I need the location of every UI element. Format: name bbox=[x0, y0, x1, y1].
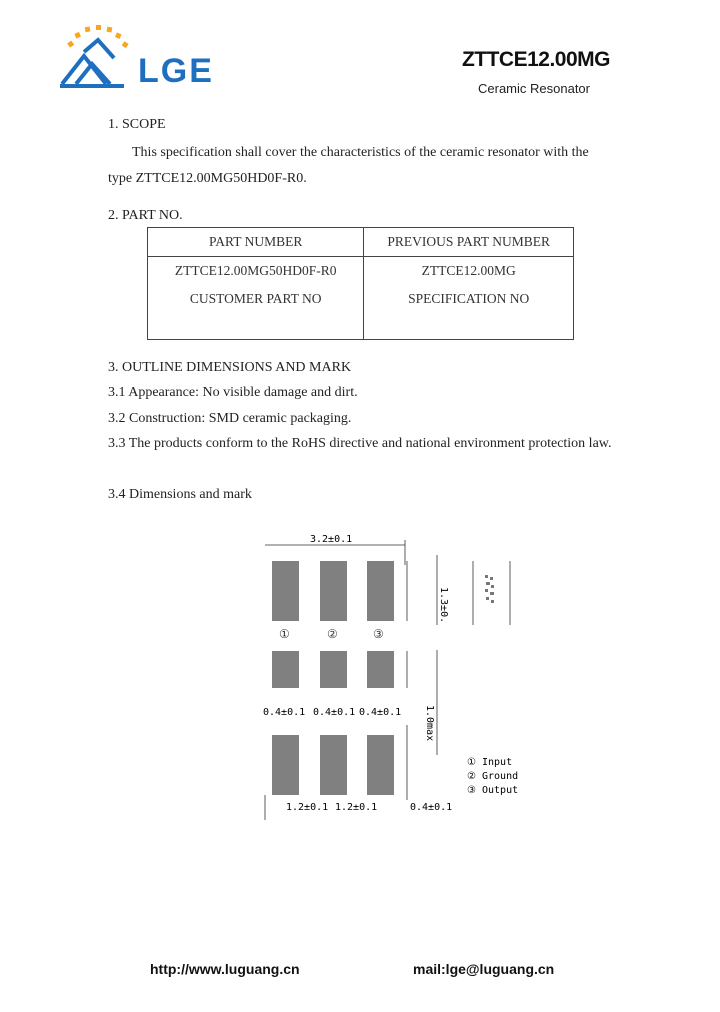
pitch-label-1: 1.2±0.1 bbox=[286, 802, 329, 813]
top-width-label: 3.2±0.1 bbox=[310, 534, 353, 545]
pad-width-label-2: 0.4±0.1 bbox=[313, 707, 356, 718]
previous-part-number-cell bbox=[364, 228, 574, 340]
pin-1-label: ① bbox=[279, 627, 290, 641]
bottom-pad-3 bbox=[367, 735, 394, 795]
pin-2-label: ② bbox=[327, 627, 338, 641]
mid-pad-1 bbox=[272, 651, 299, 688]
end-dim-label: 0.4±0.1 bbox=[410, 802, 453, 813]
pad-width-label-1: 0.4±0.1 bbox=[263, 707, 306, 718]
section-construction: 3.2 Construction: SMD ceramic packaging. bbox=[108, 411, 352, 426]
legend-input: ① Input bbox=[467, 757, 513, 768]
legend-output: ③ Output bbox=[467, 785, 519, 796]
mid-pad-2 bbox=[320, 651, 347, 688]
previous-part-number-header: PREVIOUS PART NUMBER bbox=[364, 228, 573, 257]
section-appearance: 3.1 Appearance: No visible damage and dirt. bbox=[108, 385, 358, 400]
footer-email[interactable]: mail:lge@luguang.cn bbox=[413, 961, 555, 977]
previous-part-number-value: ZTTCE12.00MG bbox=[421, 263, 516, 278]
height-max-label: 1.0max bbox=[424, 705, 435, 742]
part-number-cell bbox=[148, 228, 364, 340]
top-pad-1 bbox=[272, 561, 299, 621]
section-rohs: 3.3 The products conform to the RoHS directive and national environment protection law. bbox=[108, 436, 612, 451]
top-pad-3 bbox=[367, 561, 394, 621]
section-scope-title: 1. SCOPE bbox=[108, 117, 166, 132]
bottom-pad-1 bbox=[272, 735, 299, 795]
section-outline-title: 3. OUTLINE DIMENSIONS AND MARK bbox=[108, 360, 352, 375]
product-subtitle: Ceramic Resonator bbox=[478, 81, 590, 96]
pin-3-label: ③ bbox=[373, 627, 384, 641]
section-scope-body: This specification shall cover the characteristics of the ceramic resonator with the type ZTTCE12.00MG50HD0F-R0. bbox=[108, 145, 589, 186]
part-number-table bbox=[147, 227, 574, 340]
mid-pad-3 bbox=[367, 651, 394, 688]
part-number-header: PART NUMBER bbox=[148, 228, 363, 257]
part-number-value: ZTTCE12.00MG50HD0F-R0 bbox=[174, 263, 337, 278]
specification-no-label: SPECIFICATION NO bbox=[408, 291, 530, 306]
section-partno-title: 2. PART NO. bbox=[108, 208, 183, 223]
lge-logo bbox=[58, 22, 238, 94]
height-top-label: 1.3±0. bbox=[438, 587, 449, 624]
customer-part-no-label: CUSTOMER PART NO bbox=[189, 291, 322, 306]
model-number: ZTTCE12.00MG bbox=[461, 48, 610, 71]
section-dimensions-title: 3.4 Dimensions and mark bbox=[108, 487, 252, 502]
brand-name: LGE bbox=[138, 52, 214, 90]
legend-ground: ② Ground bbox=[467, 771, 519, 782]
dimension-drawing bbox=[255, 525, 525, 825]
top-pad-2 bbox=[320, 561, 347, 621]
marking-pattern bbox=[485, 575, 494, 603]
pad-width-label-3: 0.4±0.1 bbox=[359, 707, 402, 718]
pitch-label-2: 1.2±0.1 bbox=[335, 802, 378, 813]
bottom-pad-2 bbox=[320, 735, 347, 795]
sun-rays-icon bbox=[67, 25, 128, 48]
footer-website[interactable]: http://www.luguang.cn bbox=[150, 961, 300, 977]
